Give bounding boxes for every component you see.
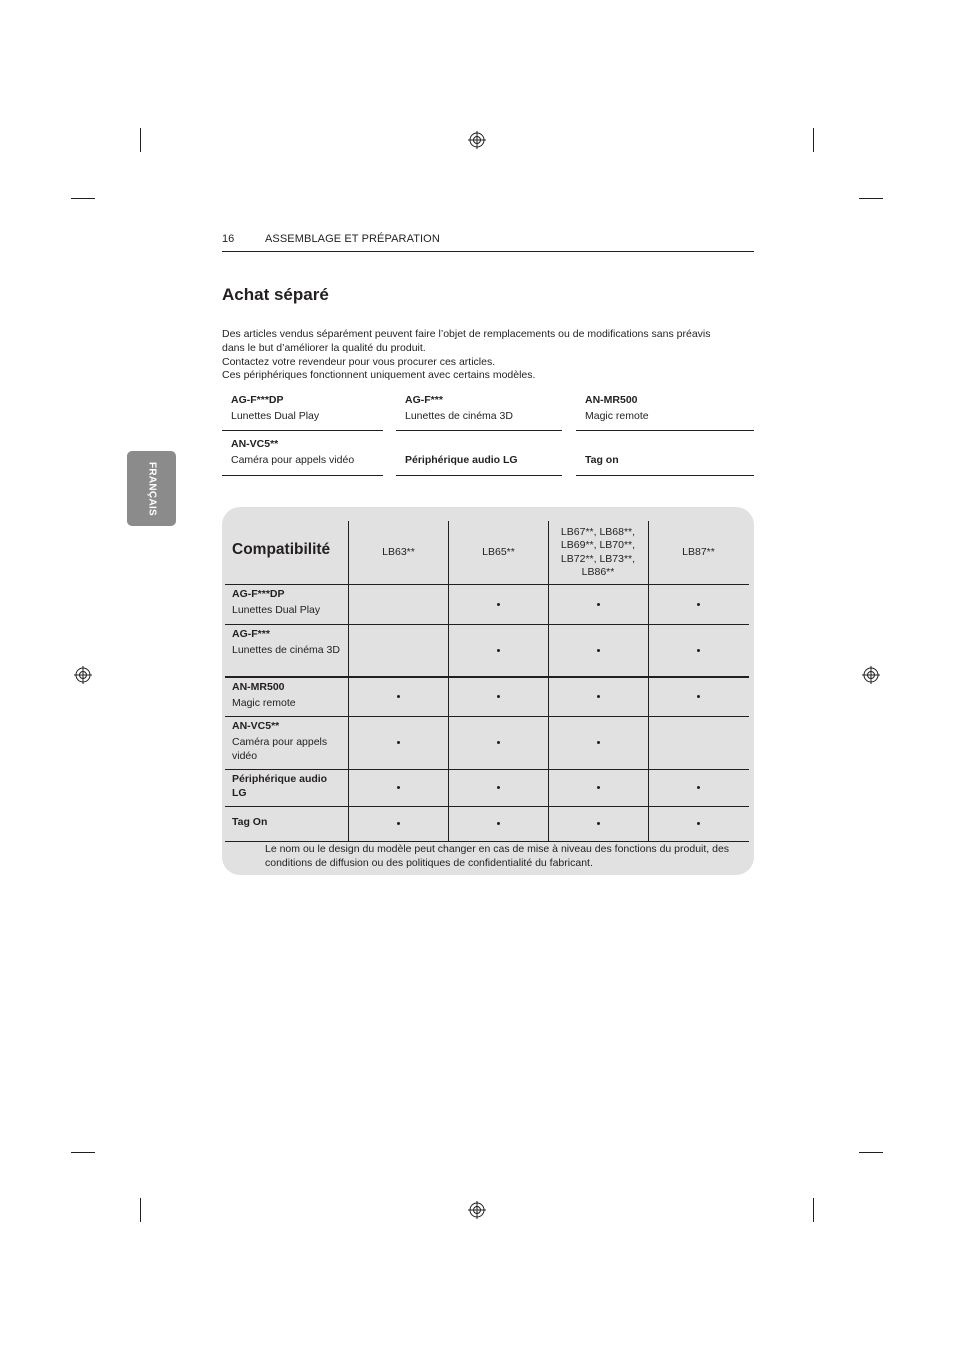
column-header: LB67**, LB68**, LB69**, LB70**, LB72**, LB73**, LB86** bbox=[560, 525, 636, 578]
compatible-mark bbox=[597, 649, 600, 652]
compatible-mark bbox=[397, 786, 400, 789]
accessory-desc: Magic remote bbox=[585, 410, 649, 422]
row-desc: Lunettes Dual Play bbox=[232, 604, 321, 616]
table-row-divider bbox=[225, 841, 749, 842]
accessory-desc: Lunettes Dual Play bbox=[231, 410, 320, 422]
registration-mark-icon bbox=[468, 131, 486, 149]
column-header: LB65** bbox=[482, 545, 515, 558]
row-code: AN-VC5** bbox=[232, 720, 280, 732]
compatible-mark bbox=[397, 741, 400, 744]
accessory-item bbox=[576, 434, 754, 476]
registration-mark-icon bbox=[468, 1201, 486, 1219]
compatible-mark bbox=[697, 786, 700, 789]
accessory-item bbox=[396, 434, 562, 476]
page-title: Achat séparé bbox=[222, 285, 329, 304]
column-header: LB63** bbox=[382, 545, 415, 558]
compatible-mark bbox=[697, 603, 700, 606]
intro-line: dans le but d’améliorer la qualité du produit. bbox=[222, 341, 426, 354]
row-code: AG-F*** bbox=[232, 628, 270, 640]
compatible-mark bbox=[497, 786, 500, 789]
compatible-mark bbox=[497, 822, 500, 825]
row-code: AG-F***DP bbox=[232, 588, 285, 600]
row-code: Tag On bbox=[232, 816, 268, 828]
table-column-divider bbox=[548, 521, 549, 841]
table-row-divider bbox=[225, 716, 749, 717]
crop-mark bbox=[71, 198, 95, 199]
accessory-code: Tag on bbox=[585, 454, 619, 466]
compatible-mark bbox=[497, 603, 500, 606]
row-code: AN-MR500 bbox=[232, 681, 285, 693]
table-row-divider bbox=[225, 676, 749, 678]
compatible-mark bbox=[597, 695, 600, 698]
accessory-desc: Lunettes de cinéma 3D bbox=[405, 410, 513, 422]
row-code: Périphérique audio LG bbox=[232, 773, 328, 799]
accessory-code: Périphérique audio LG bbox=[405, 454, 518, 466]
crop-mark bbox=[859, 198, 883, 199]
table-row-divider bbox=[225, 769, 749, 770]
column-header: LB87** bbox=[682, 545, 715, 558]
header-divider bbox=[222, 251, 754, 252]
registration-mark-icon bbox=[862, 666, 880, 684]
crop-mark bbox=[71, 1152, 95, 1153]
crop-mark bbox=[813, 128, 814, 152]
crop-mark bbox=[859, 1152, 883, 1153]
row-desc: Caméra pour appels vidéo bbox=[232, 736, 328, 762]
compatible-mark bbox=[697, 649, 700, 652]
compatible-mark bbox=[597, 603, 600, 606]
compatible-mark bbox=[397, 695, 400, 698]
compatible-mark bbox=[497, 741, 500, 744]
compatible-mark bbox=[497, 649, 500, 652]
accessory-item bbox=[222, 390, 383, 431]
table-row-divider bbox=[225, 624, 749, 625]
compatible-mark bbox=[697, 695, 700, 698]
intro-line: Contactez votre revendeur pour vous procurer ces articles. bbox=[222, 355, 496, 368]
intro-line: Ces périphériques fonctionnent uniquement avec certains modèles. bbox=[222, 369, 536, 382]
compatible-mark bbox=[397, 822, 400, 825]
accessory-item bbox=[396, 390, 562, 431]
intro-line: Des articles vendus séparément peuvent faire l’objet de remplacements ou de modifications sans préavis bbox=[222, 328, 711, 340]
accessory-code: AG-F*** bbox=[405, 394, 443, 406]
accessory-item bbox=[222, 434, 383, 476]
crop-mark bbox=[140, 128, 141, 152]
crop-mark bbox=[140, 1198, 141, 1222]
compatible-mark bbox=[497, 695, 500, 698]
table-row-divider bbox=[225, 806, 749, 807]
table-row-divider bbox=[225, 584, 749, 585]
compatibility-title: Compatibilité bbox=[232, 541, 331, 558]
row-desc: Magic remote bbox=[232, 697, 296, 709]
language-tab-label: FRANÇAIS bbox=[146, 461, 157, 516]
compatible-mark bbox=[597, 741, 600, 744]
footnote: Le nom ou le design du modèle peut changer en cas de mise à niveau des fonctions du produit, des conditions de diffusion ou des politiques de confidentialité du fabricant. bbox=[265, 843, 730, 869]
section-title: ASSEMBLAGE ET PRÉPARATION bbox=[265, 233, 440, 245]
accessory-code: AN-VC5** bbox=[231, 438, 279, 450]
accessory-code: AN-MR500 bbox=[585, 394, 638, 406]
compatible-mark bbox=[597, 786, 600, 789]
page-number: 16 bbox=[222, 233, 235, 245]
row-desc: Lunettes de cinéma 3D bbox=[232, 644, 340, 656]
accessory-item bbox=[576, 390, 754, 431]
accessory-code: AG-F***DP bbox=[231, 394, 284, 406]
registration-mark-icon bbox=[74, 666, 92, 684]
intro-text bbox=[222, 328, 762, 383]
crop-mark bbox=[813, 1198, 814, 1222]
compatible-mark bbox=[597, 822, 600, 825]
accessory-desc: Caméra pour appels vidéo bbox=[231, 454, 355, 466]
language-tab bbox=[127, 451, 176, 526]
compatible-mark bbox=[697, 822, 700, 825]
